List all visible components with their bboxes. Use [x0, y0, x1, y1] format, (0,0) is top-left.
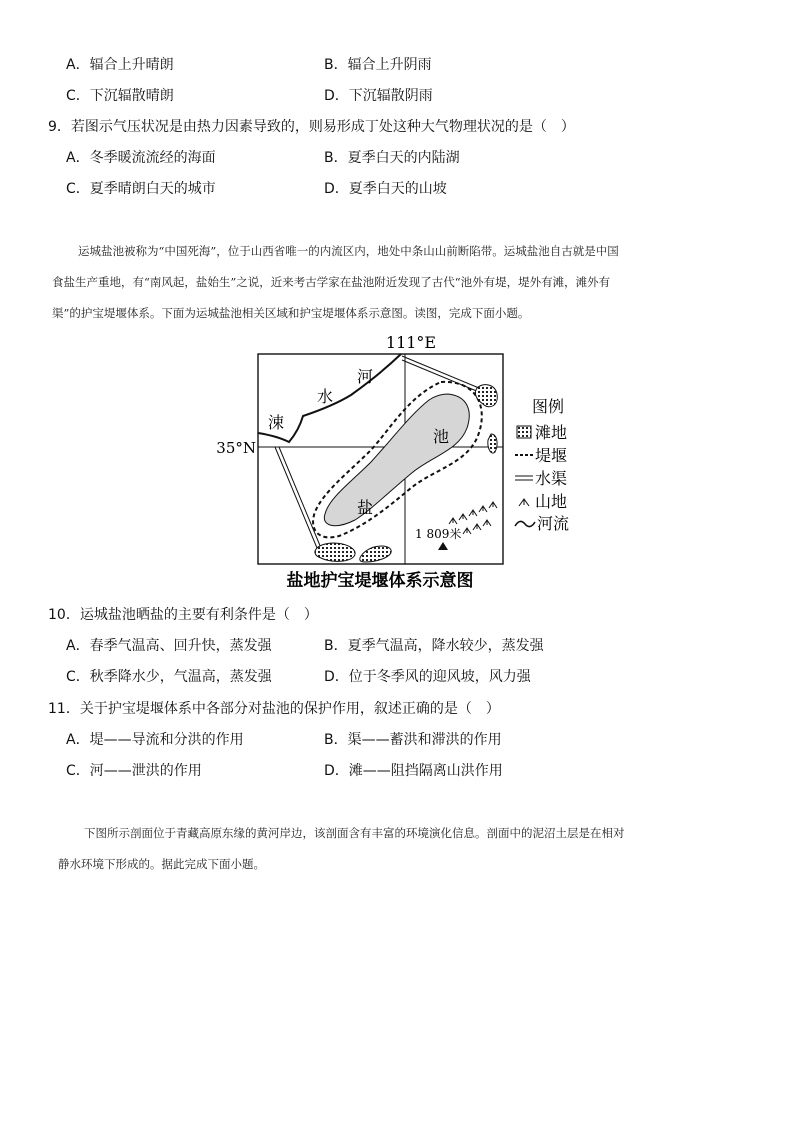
passage-salt-lake-line2: 食盐生产重地，有“南风起，盐始生”之说，近来考古学家在盐池附近发现了古代“池外有堤，堤外有滩，滩外有 [52, 275, 611, 289]
river-char-3: 河 [357, 367, 374, 386]
canal-north-a [402, 356, 479, 388]
q9-stem: 9．若图示气压状况是由热力因素导致的，则易形成丁处这种大气物理状况的是（ ） [48, 119, 575, 135]
q8-option-c: C．下沉辐散晴朗 [66, 88, 174, 104]
q8-option-d: D．下沉辐散阴雨 [324, 88, 433, 104]
passage-profile-line2: 静水环境下形成的。据此完成下面小题。 [58, 857, 265, 871]
q9-option-c: C．夏季晴朗白天的城市 [66, 181, 216, 197]
passage-salt-lake-line3: 渠”的护宝堤堰体系。下面为运城盐池相关区域和护宝堤堰体系示意图。读图，完成下面小题。 [52, 306, 530, 320]
longitude-label: 111°E [385, 333, 437, 352]
passage-salt-lake [52, 236, 736, 329]
canal-west-b [279, 447, 321, 548]
legend-river-swatch [515, 521, 535, 526]
q9-option-a: A．冬季暖流流经的海面 [66, 150, 216, 166]
passage-profile [58, 818, 742, 880]
q10-option-b: B．夏季气温高，降水较少，蒸发强 [324, 638, 544, 654]
passage-profile-line1: 下图所示剖面位于青藏高原东缘的黄河岸边，该剖面含有丰富的环境演化信息。剖面中的泥沼土层是在相对 [84, 826, 625, 840]
river-char-1: 涑 [268, 413, 285, 432]
legend-canal-label: 水渠 [535, 469, 568, 488]
legend-mountain-swatch [519, 499, 529, 506]
legend-beach-swatch [517, 426, 531, 438]
q10-option-d: D．位于冬季风的迎风坡，风力强 [324, 669, 531, 685]
river-char-2: 水 [317, 387, 334, 406]
beach-ne [475, 385, 497, 407]
q11-stem: 11．关于护宝堤堰体系中各部分对盐池的保护作用，叙述正确的是（ ） [48, 701, 500, 717]
q9-option-b: B．夏季白天的内陆湖 [324, 150, 460, 166]
beach-sw-2 [360, 546, 391, 562]
beach-sw-1 [315, 543, 355, 561]
passage-salt-lake-line1: 运城盐池被称为“中国死海”，位于山西省唯一的内流区内，地处中条山山前断陷带。运城盐池自古就是中国 [78, 244, 619, 258]
legend-beach-label: 滩地 [535, 423, 568, 442]
salt-lake-map [205, 330, 595, 595]
legend-river-label: 河流 [537, 514, 570, 533]
legend-dike-label: 堤堰 [535, 446, 568, 465]
figure-caption: 盐地护宝堤堰体系示意图 [286, 571, 474, 591]
q8-option-b: B．辐合上升阴雨 [324, 57, 432, 73]
q10-option-c: C．秋季降水少，气温高，蒸发强 [66, 669, 272, 685]
peak-label: 1 809米 [415, 527, 462, 541]
canal-north-b [402, 360, 479, 392]
q10-stem: 10．运城盐池晒盐的主要有利条件是（ ） [48, 607, 318, 623]
q11-option-b: B．渠——蓄洪和滞洪的作用 [324, 732, 502, 748]
beach-e [488, 434, 497, 453]
legend-title: 图例 [532, 397, 565, 416]
q9-option-d: D．夏季白天的山坡 [324, 181, 447, 197]
lake-char-yan: 盐 [357, 498, 374, 517]
q11-option-c: C．河——泄洪的作用 [66, 763, 202, 779]
canal-west-a [275, 447, 317, 548]
latitude-label: 35°N [216, 439, 256, 457]
q11-option-d: D．滩——阻挡隔离山洪作用 [324, 763, 503, 779]
lake-char-chi: 池 [433, 427, 450, 446]
legend-mountain-label: 山地 [535, 492, 568, 511]
peak-triangle [438, 542, 448, 550]
salt-lake-map-figure [205, 330, 595, 595]
salt-lake [324, 394, 469, 526]
q11-option-a: A．堤——导流和分洪的作用 [66, 732, 244, 748]
q10-option-a: A．春季气温高、回升快，蒸发强 [66, 638, 272, 654]
q8-option-a: A．辐合上升晴朗 [66, 57, 174, 73]
